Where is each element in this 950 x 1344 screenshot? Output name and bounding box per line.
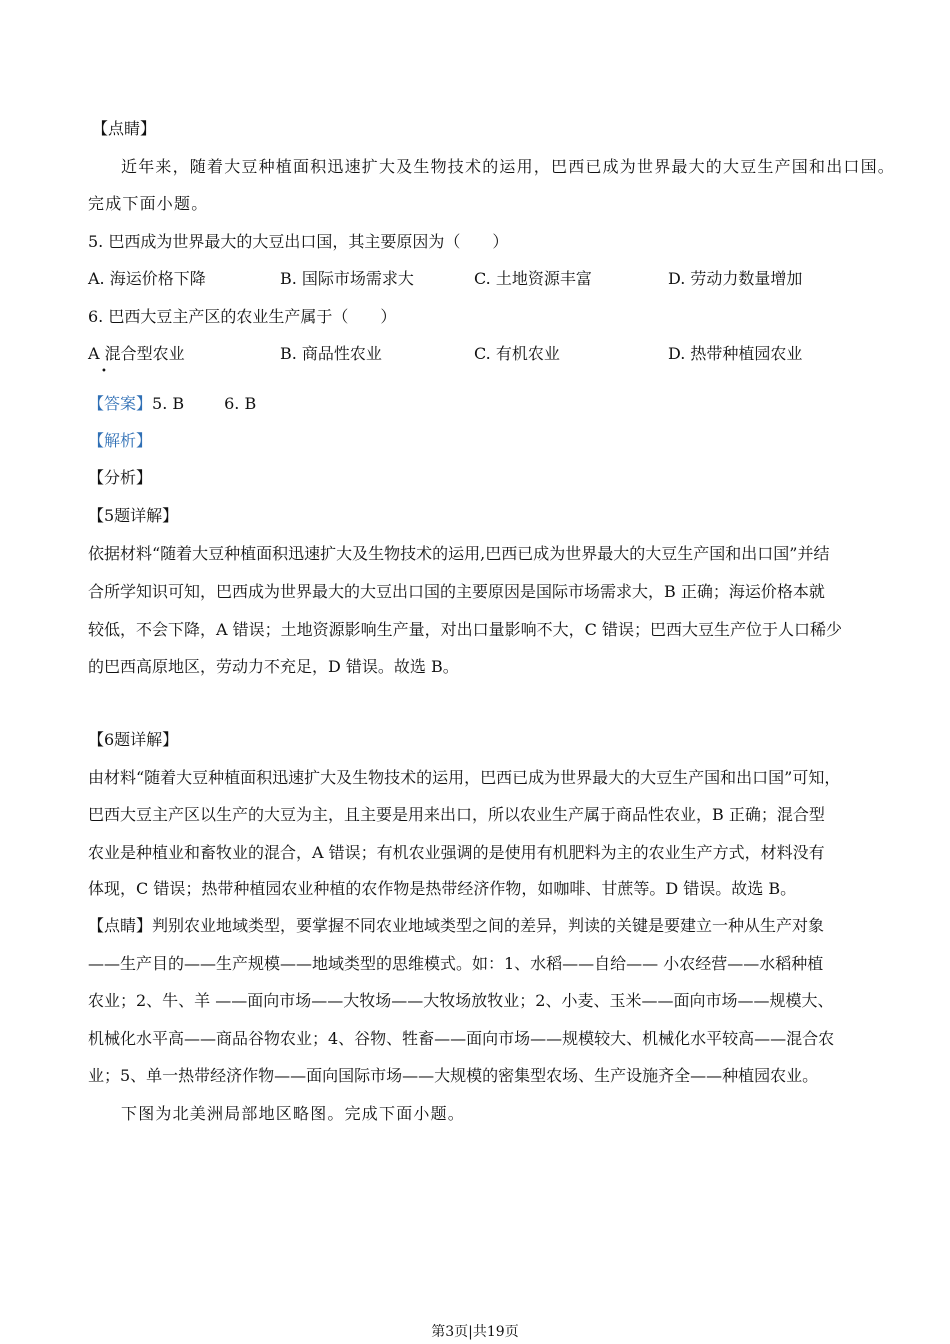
tip-line-3: 机械化水平高——商品谷物农业；4、谷物、牲畜——面向市场——规模较大、机械化水平较高——混合农 [88,1029,835,1048]
answer-row [88,393,256,415]
answer-5: 5. B [152,394,185,413]
q5-option-c: C. 土地资源丰富 [474,269,592,288]
tip-line-1: ——生产目的——生产规模——地域类型的思维模式。如：1、水稻——自给—— 小农经营——水稻种植 [88,954,824,973]
next-section-intro: 下图为北美洲局部地区略图。完成下面小题。 [121,1104,466,1123]
tip-line-4: 业；5、单一热带经济作物——面向国际市场——大规模的密集型农场、生产设施齐全——种植园农业。 [88,1066,819,1085]
detail-6-line-4: 体现，C 错误；热带种植园农业种植的农作物是热带经济作物，如咖啡、甘蔗等。D 错误。故选 B。 [88,879,797,898]
answer-tag: 【答案】 [88,394,153,413]
detail-5-line-1: 依据材料“随着大豆种植面积迅速扩大及生物技术的运用,巴西已成为世界最大的大豆生产国和出口国”并结 [88,544,830,563]
tip-line-2: 农业；2、牛、羊 ——面向市场——大牧场——大牧场放牧业；2、小麦、玉米——面向市场——规模大、 [88,991,834,1010]
intro-line-2: 完成下面小题。 [88,194,209,213]
detail-6-line-2: 巴西大豆主产区以生产的大豆为主，且主要是用来出口，所以农业生产属于商品性农业，B 正确；混合型 [88,805,825,824]
fenxi-tag: 【分析】 [88,468,153,487]
q5-option-b: B. 国际市场需求大 [280,269,414,288]
tip-tag: 【点睛】 [88,916,153,935]
q6-option-a: A 混合型农业 [88,344,185,363]
q6-option-b: B. 商品性农业 [280,344,382,363]
question-6-stem: 6. 巴西大豆主产区的农业生产属于（ ） [88,307,397,326]
detail-6-line-3: 农业是种植业和畜牧业的混合，A 错误；有机农业强调的是使用有机肥料为主的农业生产方式，材料没有 [88,843,825,862]
q6-option-d: D. 热带种植园农业 [668,344,803,363]
page-footer: 第3页|共19页 [431,1324,519,1340]
detail-5-tag: 【5题详解】 [88,506,179,525]
analysis-tag: 【解析】 [88,431,153,450]
dot-mark-icon: • [101,366,107,377]
detail-6-tag: 【6题详解】 [88,730,179,749]
intro-line-1: 近年来，随着大豆种植面积迅速扩大及生物技术的运用，巴西已成为世界最大的大豆生产国和出口国。 [121,157,896,176]
tip-first-line [88,915,824,937]
q5-option-a: A. 海运价格下降 [88,269,206,288]
tip-text: 判别农业地域类型，要掌握不同农业地域类型之间的差异，判读的关键是要建立一种从生产对象 [152,916,825,935]
detail-5-line-4: 的巴西高原地区，劳动力不充足，D 错误。故选 B。 [88,657,459,676]
q6-option-c: C. 有机农业 [474,344,560,363]
detail-5-line-3: 较低，不会下降，A 错误；土地资源影响生产量，对出口量影响不大，C 错误；巴西大豆生产位于人口稀少 [88,620,842,639]
answer-6: 6. B [224,394,257,413]
q5-option-d: D. 劳动力数量增加 [668,269,803,288]
question-5-stem: 5. 巴西成为世界最大的大豆出口国，其主要原因为（ ） [88,232,509,251]
detail-6-line-1: 由材料“随着大豆种植面积迅速扩大及生物技术的运用，巴西已成为世界最大的大豆生产国和出口国”可知， [88,768,841,787]
section-tag-dianjing: 【点睛】 [92,119,157,138]
detail-5-line-2: 合所学知识可知，巴西成为世界最大的大豆出口国的主要原因是国际市场需求大，B 正确；海运价格本就 [88,582,825,601]
